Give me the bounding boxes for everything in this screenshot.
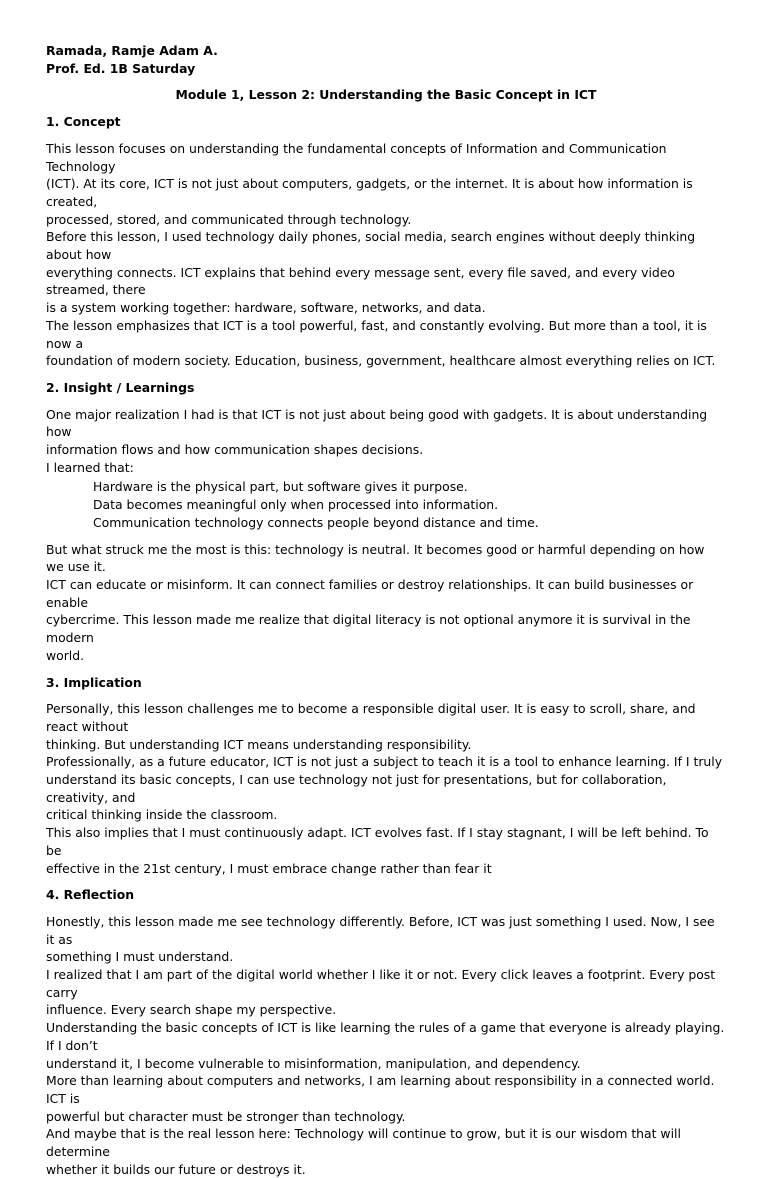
reflection-paragraph — [46, 913, 726, 1178]
section-heading-insight: 2. Insight / Learnings — [46, 379, 195, 395]
text-line: This lesson focuses on understanding the fundamental concepts of Information and Communication Technology — [46, 140, 667, 174]
text-line: information flows and how communication shapes decisions. — [46, 442, 424, 458]
text-line: Before this lesson, I used technology daily phones, social media, search engines without deeply thinking about how — [46, 229, 696, 263]
text-line: Professionally, as a future educator, ICT is not just a subject to teach it is a tool to enhance learning. If I truly — [46, 754, 723, 770]
text-line: world. — [46, 647, 85, 663]
text-line: is a system working together: hardware, software, networks, and data. — [46, 300, 486, 316]
text-line: something I must understand. — [46, 949, 234, 965]
text-line: Personally, this lesson challenges me to become a responsible digital user. It is easy to scroll, share, and react without — [46, 701, 696, 734]
document-page — [46, 42, 726, 1178]
text-line: This also implies that I must continuously adapt. ICT evolves fast. If I stay stagnant, I will be left behind. To be — [46, 825, 709, 858]
section-heading-concept: 1. Concept — [46, 114, 121, 130]
text-line: understand its basic concepts, I can use technology not just for presentations, but for collaboration, creativity, and — [46, 772, 667, 805]
list-item: Communication technology connects people beyond distance and time. — [93, 514, 539, 530]
text-line: everything connects. ICT explains that behind every message sent, every file saved, and every video streamed, there — [46, 264, 675, 298]
text-line: processed, stored, and communicated through technology. — [46, 211, 412, 227]
document-title: Module 1, Lesson 2: Understanding the Basic Concept in ICT — [175, 87, 597, 103]
text-line: More than learning about computers and networks, I am learning about responsibility in a connected world. ICT is — [46, 1073, 715, 1106]
text-line: critical thinking inside the classroom. — [46, 807, 278, 823]
text-line: One major realization I had is that ICT is not just about being good with gadgets. It is about understanding how — [46, 406, 708, 440]
course-label: Prof. Ed. 1B Saturday — [46, 60, 196, 76]
text-line: effective in the 21st century, I must embrace change rather than fear it — [46, 860, 492, 876]
list-item: Data becomes meaningful only when processed into information. — [93, 497, 499, 513]
implication-paragraph — [46, 700, 726, 877]
text-line: I realized that I am part of the digital world whether I like it or not. Every click leaves a footprint. Every post carry — [46, 967, 716, 1000]
section-heading-implication: 3. Implication — [46, 674, 142, 690]
text-line: foundation of modern society. Education, business, government, healthcare almost everything relies on ICT. — [46, 353, 716, 369]
text-line: thinking. But understanding ICT means understanding responsibility. — [46, 736, 472, 752]
text-line: Understanding the basic concepts of ICT is like learning the rules of a game that everyone is already playing. If I don’t — [46, 1020, 725, 1053]
text-line: (ICT). At its core, ICT is not just about computers, gadgets, or the internet. It is about how information is created, — [46, 176, 693, 209]
text-line: understand it, I become vulnerable to misinformation, manipulation, and dependency. — [46, 1055, 581, 1071]
text-line: Honestly, this lesson made me see technology differently. Before, ICT was just something I used. Now, I see it as — [46, 913, 715, 947]
text-line: cybercrime. This lesson made me realize that digital literacy is not optional anymore it is survival in the modern — [46, 612, 691, 646]
author-name: Ramada, Ramje Adam A. — [46, 43, 218, 58]
text-line: whether it builds our future or destroys it. — [46, 1161, 306, 1177]
learnings-list — [46, 478, 726, 531]
concept-paragraph — [46, 140, 726, 370]
text-line: powerful but character must be stronger than technology. — [46, 1108, 406, 1124]
insight-followup-paragraph — [46, 541, 726, 665]
text-line: ICT can educate or misinform. It can connect families or destroy relationships. It can build businesses or enable — [46, 576, 694, 610]
text-line: But what struck me the most is this: technology is neutral. It becomes good or harmful depending on how we use it. — [46, 541, 705, 575]
text-line: I learned that: — [46, 459, 134, 475]
list-item: Hardware is the physical part, but software gives it purpose. — [93, 479, 468, 495]
section-heading-reflection: 4. Reflection — [46, 887, 135, 903]
insight-paragraph — [46, 406, 726, 477]
text-line: influence. Every search shape my perspective. — [46, 1002, 337, 1018]
text-line: The lesson emphasizes that ICT is a tool powerful, fast, and constantly evolving. But more than a tool, it is now a — [46, 317, 707, 351]
text-line: And maybe that is the real lesson here: Technology will continue to grow, but it is our wisdom that will determine — [46, 1126, 681, 1160]
